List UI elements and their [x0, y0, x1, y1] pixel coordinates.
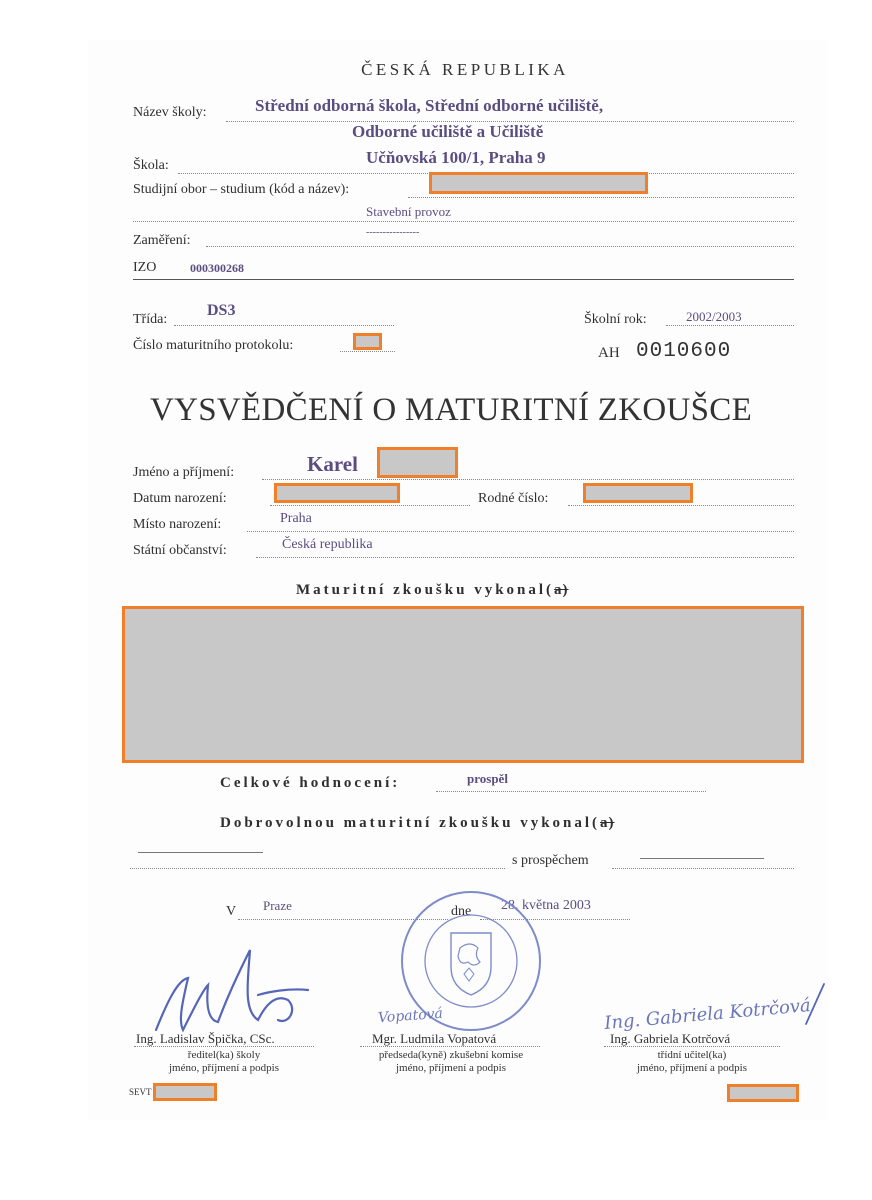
director-name: Ing. Ladislav Špička, CSc. [136, 1031, 275, 1046]
school-name-label: Název školy: [133, 105, 207, 120]
chair-signature: Vopatová [377, 1005, 444, 1027]
serial-number: 0010600 [636, 340, 732, 363]
chair-caption-note: jméno, příjmení a podpis [396, 1062, 506, 1074]
teacher-signature-stroke [800, 980, 830, 1030]
school-label: Škola: [133, 158, 169, 173]
voluntary-exam-heading-suffix: a) [600, 815, 615, 831]
director-signature [148, 940, 318, 1040]
redacted-birth-number [583, 483, 693, 503]
study-field-name: Stavební provoz [366, 204, 451, 219]
school-year-label: Školní rok: [584, 312, 647, 327]
director-role: ředitel(ka) školy [187, 1049, 261, 1061]
redacted-field-code [429, 172, 648, 194]
birth-date-label: Datum narození: [133, 491, 227, 506]
place-prefix: V [226, 904, 237, 919]
teacher-caption [604, 1049, 780, 1075]
protocol-number-label: Číslo maturitního protokolu: [133, 338, 294, 353]
birthplace-label: Místo narození: [133, 517, 222, 532]
teacher-name: Ing. Gabriela Kotrčová [610, 1031, 731, 1046]
with-grade-label: s prospěchem [512, 853, 589, 868]
exam-passed-heading-main: Maturitní zkoušku vykonal( [296, 582, 555, 598]
birth-number-label: Rodné číslo: [478, 491, 549, 506]
redacted-surname [377, 447, 458, 478]
teacher-signature: Ing. Gabriela Kotrčová [603, 995, 812, 1034]
school-name-line2: Odborné učiliště a Učiliště [352, 122, 544, 141]
redacted-exam-results [122, 606, 804, 763]
class-value: DS3 [207, 302, 236, 319]
redacted-protocol-number [353, 333, 382, 350]
exam-passed-heading-suffix: a) [554, 582, 569, 598]
specialization-label: Zaměření: [133, 233, 191, 248]
redacted-birth-date [274, 483, 400, 503]
director-caption [134, 1049, 314, 1075]
citizenship-value: Česká republika [282, 537, 373, 552]
school-address: Učňovská 100/1, Praha 9 [366, 148, 546, 167]
teacher-role: třídní učitel(ka) [657, 1049, 727, 1061]
school-year-value: 2002/2003 [686, 309, 742, 324]
voluntary-exam-heading-main: Dobrovolnou maturitní zkoušku vykonal( [220, 815, 601, 831]
chair-caption [356, 1049, 546, 1075]
serial-prefix: AH [598, 345, 620, 361]
specialization-value: ---------------- [366, 227, 420, 238]
document-title: VYSVĚDČENÍ O MATURITNÍ ZKOUŠCE [150, 392, 753, 428]
first-name: Karel [307, 452, 358, 476]
issue-place: Praze [263, 898, 292, 913]
date-label: dne [451, 904, 472, 919]
izo-label: IZO [133, 260, 157, 275]
study-field-label: Studijní obor – studium (kód a název): [133, 182, 350, 197]
redacted-form-id [153, 1083, 217, 1101]
chair-name: Mgr. Ludmila Vopatová [372, 1031, 497, 1046]
country-header: ČESKÁ REPUBLIKA [361, 60, 569, 79]
redacted-document-id [727, 1084, 799, 1102]
izo-value: 000300268 [190, 261, 244, 275]
birthplace-value: Praha [280, 511, 312, 526]
director-caption-note: jméno, příjmení a podpis [169, 1062, 279, 1074]
overall-label: Celkové hodnocení: [220, 775, 401, 791]
issue-date: 28. května 2003 [501, 898, 591, 913]
teacher-caption-note: jméno, příjmení a podpis [637, 1062, 747, 1074]
name-label: Jméno a příjmení: [133, 465, 235, 480]
school-name-line1: Střední odborná škola, Střední odborné učiliště, [255, 96, 604, 115]
exam-passed-heading [296, 582, 569, 599]
chair-role: předseda(kyně) zkušební komise [378, 1049, 524, 1061]
overall-value: prospěl [467, 771, 508, 786]
citizenship-label: Státní občanství: [133, 543, 227, 558]
form-code: SEVT [129, 1087, 152, 1097]
voluntary-exam-heading [220, 815, 615, 832]
class-label: Třída: [133, 312, 168, 327]
